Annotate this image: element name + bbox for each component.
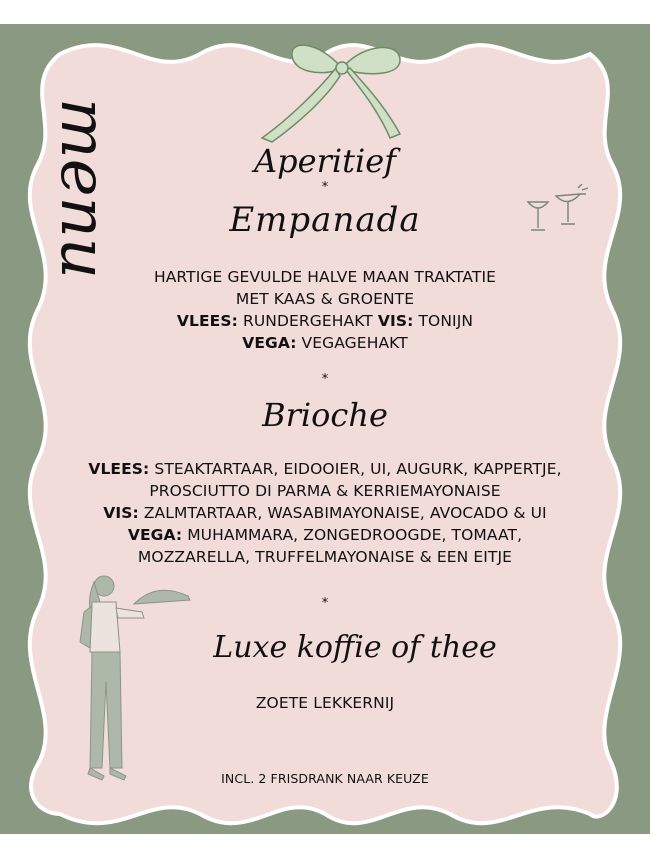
vega-value-2: MUHAMMARA, ZONGEDROOGDE, TOMAAT, [187, 526, 523, 544]
brioche-description [40, 458, 610, 568]
empanada-options-line [40, 310, 610, 332]
koffie-line: ZOETE LEKKERNIJ [255, 694, 395, 712]
brioche-vlees-cont: PROSCIUTTO DI PARMA & KERRIEMAYONAISE [149, 482, 501, 500]
vlees-value-2: STEAKTARTAAR, EIDOOIER, UI, AUGURK, KAPPERTJE, [154, 460, 562, 478]
vis-value-1: TONIJN [418, 312, 474, 330]
vega-value-1: VEGAGEHAKT [301, 334, 408, 352]
vis-label-1: VIS: [377, 312, 414, 330]
vis-value-2: ZALMTARTAAR, WASABIMAYONAISE, AVOCADO & UI [143, 504, 547, 522]
vega-label-2: VEGA: [127, 526, 183, 544]
footer-note: INCL. 2 FRISDRANK NAAR KEUZE [221, 771, 429, 786]
vlees-value-1: RUNDERGEHAKT [242, 312, 373, 330]
brioche-vega-line [40, 524, 610, 546]
empanada-vega-line [40, 332, 610, 354]
vlees-label-2: VLEES: [88, 460, 150, 478]
brioche-vis-line [40, 502, 610, 524]
menu-vertical-title: menu [46, 98, 120, 279]
vis-label-2: VIS: [103, 504, 139, 522]
empanada-heading: Empanada [229, 200, 421, 240]
divider-star-1: * [321, 180, 329, 195]
brioche-vlees-line [40, 458, 610, 480]
empanada-line-2: MET KAAS & GROENTE [235, 290, 415, 308]
empanada-line-1: HARTIGE GEVULDE HALVE MAAN TRAKTATIE [153, 268, 497, 286]
aperitief-heading: Aperitief [254, 142, 396, 180]
brioche-heading: Brioche [262, 396, 388, 434]
divider-star-2: * [321, 372, 329, 387]
divider-star-3: * [321, 596, 329, 611]
empanada-description [40, 266, 610, 354]
vega-label-1: VEGA: [242, 334, 297, 352]
brioche-vega-cont: MOZZARELLA, TRUFFELMAYONAISE & EEN EITJE [137, 548, 513, 566]
koffie-heading: Luxe koffie of thee [213, 630, 497, 665]
vlees-label-1: VLEES: [176, 312, 238, 330]
